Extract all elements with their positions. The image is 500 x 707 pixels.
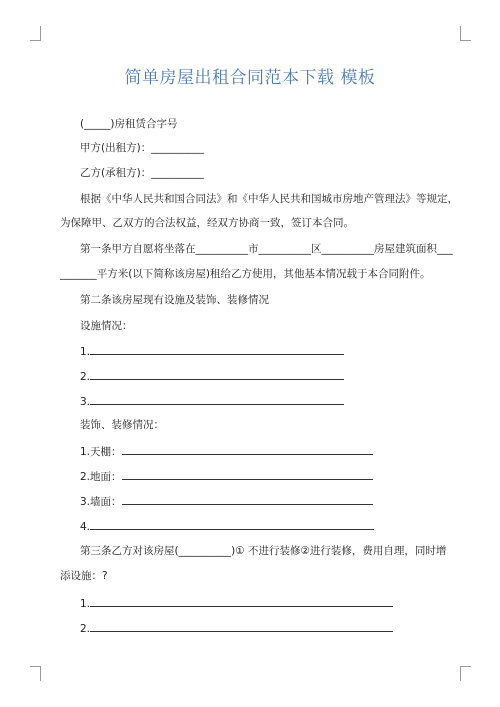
decoration-item-4: [80, 518, 374, 534]
decoration-item-3-label: 3.墙面：: [80, 496, 122, 508]
added-facility-item-1-label: 1.: [80, 598, 91, 610]
intro-line-2: 为保障甲、乙双方的合法权益，经双方协商一致，签订本合同。: [60, 217, 354, 229]
added-facility-item-1: [80, 595, 393, 611]
article-3-line-1: 第三条乙方对该房屋(__________)① 不进行装修②进行装修，费用自理，同时增: [80, 545, 447, 557]
decoration-item-2-label: 2.地面：: [80, 471, 122, 483]
article-3-line-2: 添设施：?: [60, 570, 108, 582]
article-2-heading: 第二条该房屋现有设施及装饰、装修情况: [80, 294, 269, 306]
decoration-item-3-blank: [122, 493, 373, 505]
facility-item-2-label: 2.: [80, 371, 91, 383]
decoration-item-4-label: 4.: [80, 521, 91, 533]
decoration-item-1-label: 1.天棚：: [80, 446, 122, 458]
facility-item-1-label: 1.: [80, 346, 91, 358]
decoration-item-3: [80, 493, 373, 509]
added-facility-item-2: [80, 620, 393, 636]
party-a-line: 甲方(出租方)：__________: [80, 142, 204, 154]
article-1-line-1: 第一条甲方自愿将坐落在__________市__________区__________房屋建筑面积___: [80, 243, 453, 255]
decoration-item-2-blank: [122, 468, 373, 480]
decoration-item-4-blank: [90, 518, 374, 530]
decoration-heading: 装饰、装修情况：: [80, 419, 164, 431]
contract-number-line: (_____)房租赁合字号: [80, 118, 178, 130]
facility-item-3-blank: [90, 393, 344, 405]
decoration-item-2: [80, 468, 373, 484]
crop-mark-bottom-left: [30, 666, 41, 681]
facility-item-2-blank: [90, 368, 344, 380]
document-title: 简单房屋出租合同范本下载 模板: [124, 68, 376, 88]
facilities-heading: 设施情况：: [80, 320, 133, 332]
crop-mark-bottom-right: [460, 666, 471, 681]
party-b-line: 乙方(承租方)：__________: [80, 167, 204, 179]
intro-line-1: 根据《中华人民共和国合同法》和《中华人民共和国城市房地产管理法》等规定，: [80, 193, 458, 205]
article-1-line-2: _______平方米(以下简称该房屋)租给乙方使用，其他基本情况载于本合同附件。: [60, 268, 431, 280]
added-facility-item-2-label: 2.: [80, 623, 91, 635]
crop-mark-top-left: [30, 26, 41, 41]
facility-item-3: [80, 393, 344, 409]
facility-item-1: [80, 343, 344, 359]
facility-item-1-blank: [90, 343, 344, 355]
facility-item-3-label: 3.: [80, 396, 91, 408]
added-facility-item-2-blank: [90, 620, 393, 632]
added-facility-item-1-blank: [90, 595, 393, 607]
decoration-item-1-blank: [122, 443, 373, 455]
facility-item-2: [80, 368, 344, 384]
crop-mark-top-right: [460, 26, 471, 41]
decoration-item-1: [80, 443, 373, 459]
